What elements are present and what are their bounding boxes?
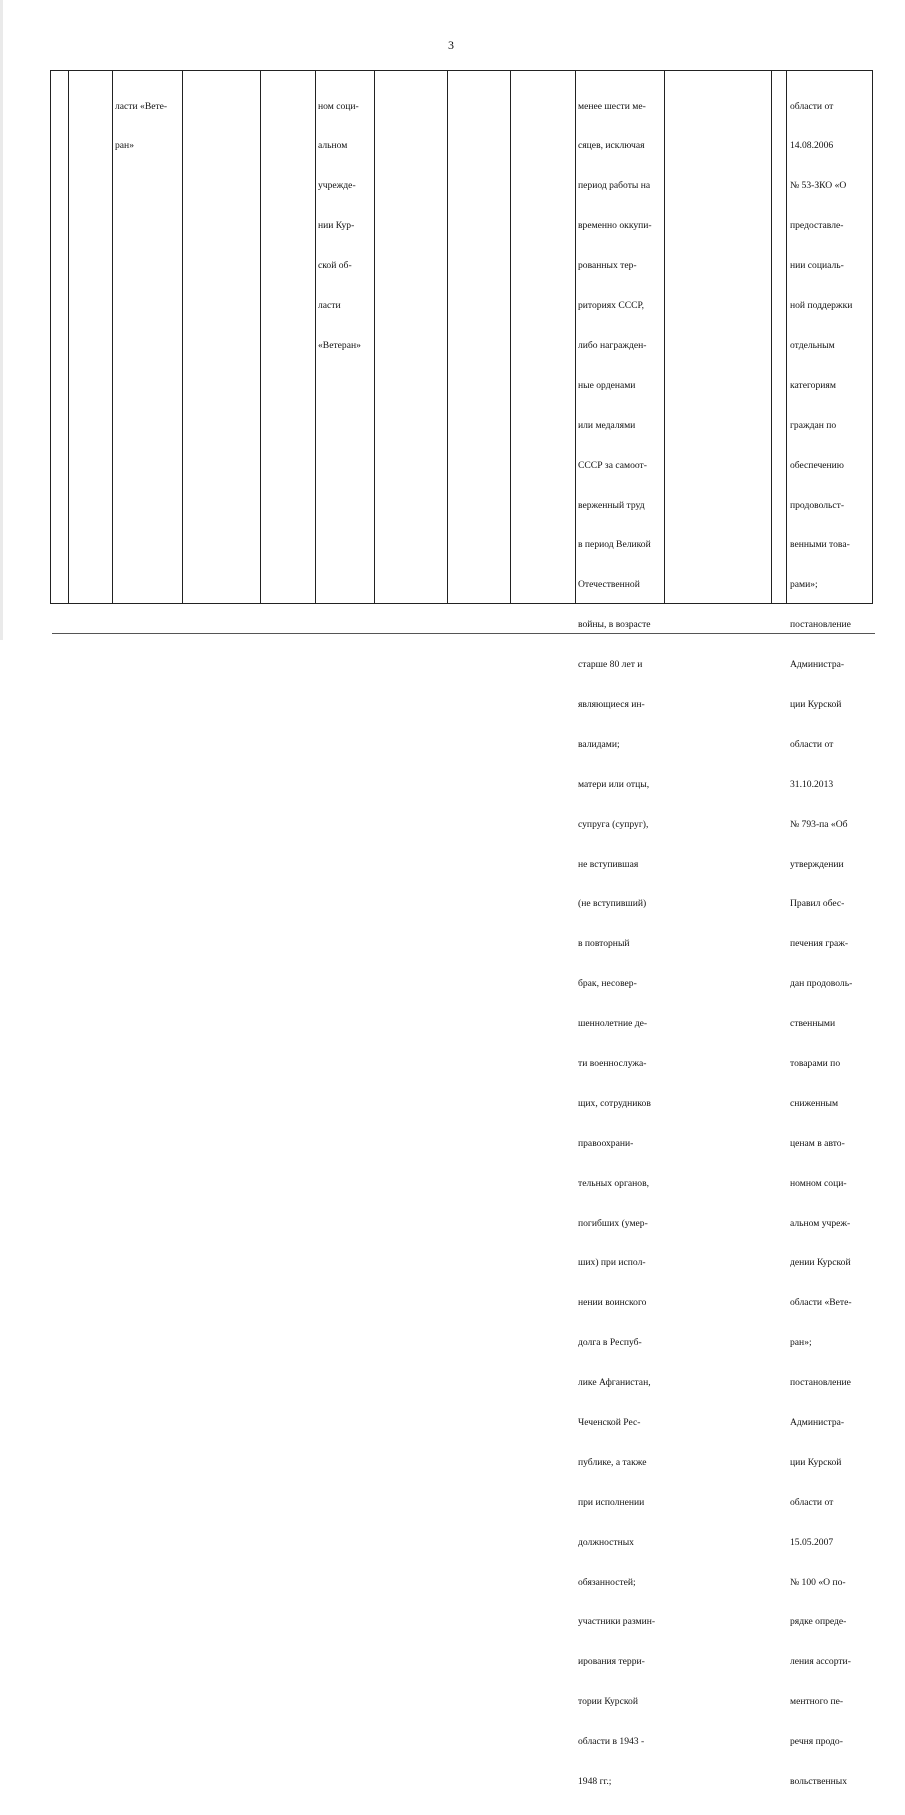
cell-line: ран» xyxy=(115,140,134,152)
column-divider xyxy=(68,71,69,603)
cell-line: ран»; xyxy=(790,1337,812,1349)
cell-line: участники размин- xyxy=(578,1616,656,1628)
cell-line: в период Великой xyxy=(578,539,651,551)
cell-line: ном соци- xyxy=(318,100,359,112)
cell-line: утверждении xyxy=(790,858,844,870)
cell-line: либо награжден- xyxy=(578,339,647,351)
cell-eligible-categories xyxy=(578,73,663,1815)
cell-line: должностных xyxy=(578,1536,634,1548)
page-number: 3 xyxy=(448,38,454,52)
cell-line: продовольст- xyxy=(790,499,845,511)
cell-line: валидами; xyxy=(578,738,620,750)
cell-line: нии социаль- xyxy=(790,260,844,272)
cell-line: нии Кур- xyxy=(318,220,355,232)
cell-line: обязанностей; xyxy=(578,1576,636,1588)
cell-line: матери или отцы, xyxy=(578,778,650,790)
cell-line: «Ветеран» xyxy=(318,339,361,351)
cell-line: СССР за самоот- xyxy=(578,459,647,471)
cell-line: Администра- xyxy=(790,1416,845,1428)
cell-line: менее шести ме- xyxy=(578,100,646,112)
cell-line: сниженным xyxy=(790,1097,839,1109)
cell-line: альном учреж- xyxy=(790,1217,851,1229)
column-divider xyxy=(510,71,511,603)
cell-line: альном xyxy=(318,140,348,152)
cell-line: категориям xyxy=(790,379,836,391)
cell-line: отдельным xyxy=(790,339,835,351)
cell-line: период работы на xyxy=(578,180,651,192)
cell-line: 31.10.2013 xyxy=(790,778,834,790)
cell-line: дан продоволь- xyxy=(790,978,853,990)
cell-line: ценам в авто- xyxy=(790,1137,845,1149)
cell-line: области от xyxy=(790,100,834,112)
column-divider xyxy=(374,71,375,603)
cell-line: 15.05.2007 xyxy=(790,1536,834,1548)
cell-line: ирования терри- xyxy=(578,1656,645,1668)
cell-line: рами»; xyxy=(790,579,818,591)
column-divider xyxy=(786,71,787,603)
cell-line: долга в Респуб- xyxy=(578,1337,642,1349)
cell-line: товарами по xyxy=(790,1057,841,1069)
cell-recipient-institution xyxy=(115,73,181,179)
cell-service-provider xyxy=(318,73,373,379)
cell-line: печения граж- xyxy=(790,938,849,950)
cell-line: вольственных xyxy=(790,1776,847,1787)
cell-line: ственными xyxy=(790,1018,836,1030)
column-divider xyxy=(315,71,316,603)
column-divider xyxy=(771,71,772,603)
column-divider xyxy=(575,71,576,603)
cell-line: Отечественной xyxy=(578,579,640,591)
column-divider xyxy=(664,71,665,603)
cell-line: Чеченской Рес- xyxy=(578,1416,641,1428)
cell-line: щих, сотрудников xyxy=(578,1097,651,1109)
cell-line: ти военнослужа- xyxy=(578,1057,647,1069)
cell-line: тории Курской xyxy=(578,1696,638,1708)
cell-line: рованных тер- xyxy=(578,260,637,272)
cell-line: постановление xyxy=(790,1377,851,1389)
cell-line: дении Курской xyxy=(790,1257,851,1269)
cell-line: Правил обес- xyxy=(790,898,845,910)
cell-line: рядке опреде- xyxy=(790,1616,847,1628)
cell-line: являющиеся ин- xyxy=(578,698,645,710)
cell-line: сяцев, исключая xyxy=(578,140,645,152)
scan-edge-shadow xyxy=(0,0,3,640)
cell-line: правоохрани- xyxy=(578,1137,634,1149)
cell-line: области в 1943 - xyxy=(578,1736,645,1748)
cell-line: супруга (супруг), xyxy=(578,818,649,830)
cell-line: временно оккупи- xyxy=(578,220,652,232)
cell-line: № 53-ЗКО «О xyxy=(790,180,847,192)
cell-line: ления ассорти- xyxy=(790,1656,851,1668)
cell-line: нении воинского xyxy=(578,1297,647,1309)
column-divider xyxy=(182,71,183,603)
cell-line: тельных органов, xyxy=(578,1177,650,1189)
cell-line: погибших (умер- xyxy=(578,1217,648,1229)
column-divider xyxy=(260,71,261,603)
document-table xyxy=(50,70,873,1787)
cell-line: ласти xyxy=(318,300,341,312)
cell-legal-basis xyxy=(790,73,872,1815)
cell-line: № 793-па «Об xyxy=(790,818,848,830)
cell-line: в повторный xyxy=(578,938,630,950)
cell-line: старше 80 лет и xyxy=(578,659,643,671)
cell-line: риториях СССР, xyxy=(578,300,645,312)
cell-line: лике Афганистан, xyxy=(578,1377,651,1389)
cell-line: области от xyxy=(790,1496,834,1508)
column-divider xyxy=(447,71,448,603)
cell-line: верженный труд xyxy=(578,499,645,511)
cell-line: ласти «Вете- xyxy=(115,100,168,112)
cell-line: войны, в возрасте xyxy=(578,619,651,631)
cell-line: 14.08.2006 xyxy=(790,140,834,152)
page-bottom-rule xyxy=(52,633,875,634)
cell-line: речня продо- xyxy=(790,1736,843,1748)
cell-line: ской об- xyxy=(318,260,352,272)
cell-line: учрежде- xyxy=(318,180,356,192)
cell-line: ших) при испол- xyxy=(578,1257,646,1269)
cell-line: при исполнении xyxy=(578,1496,645,1508)
cell-line: области «Вете- xyxy=(790,1297,852,1309)
cell-line: постановление xyxy=(790,619,851,631)
cell-line: номном соци- xyxy=(790,1177,847,1189)
cell-line: или медалями xyxy=(578,419,636,431)
cell-line: 1948 гг.; xyxy=(578,1776,612,1787)
cell-line: ные орденами xyxy=(578,379,636,391)
cell-line: области от xyxy=(790,738,834,750)
cell-line: ции Курской xyxy=(790,1456,842,1468)
cell-line: обеспечению xyxy=(790,459,844,471)
cell-line: № 100 «О по- xyxy=(790,1576,846,1588)
cell-line: предоставле- xyxy=(790,220,844,232)
cell-line: ции Курской xyxy=(790,698,842,710)
cell-line: венными това- xyxy=(790,539,850,551)
cell-line: ной поддержки xyxy=(790,300,853,312)
cell-line: шеннолетние де- xyxy=(578,1018,648,1030)
cell-line: ментного пе- xyxy=(790,1696,844,1708)
cell-line: граждан по xyxy=(790,419,837,431)
cell-line: Администра- xyxy=(790,659,845,671)
cell-line: (не вступивший) xyxy=(578,898,647,910)
cell-line: публике, а также xyxy=(578,1456,647,1468)
cell-line: не вступившая xyxy=(578,858,639,870)
column-divider xyxy=(112,71,113,603)
cell-line: брак, несовер- xyxy=(578,978,637,990)
